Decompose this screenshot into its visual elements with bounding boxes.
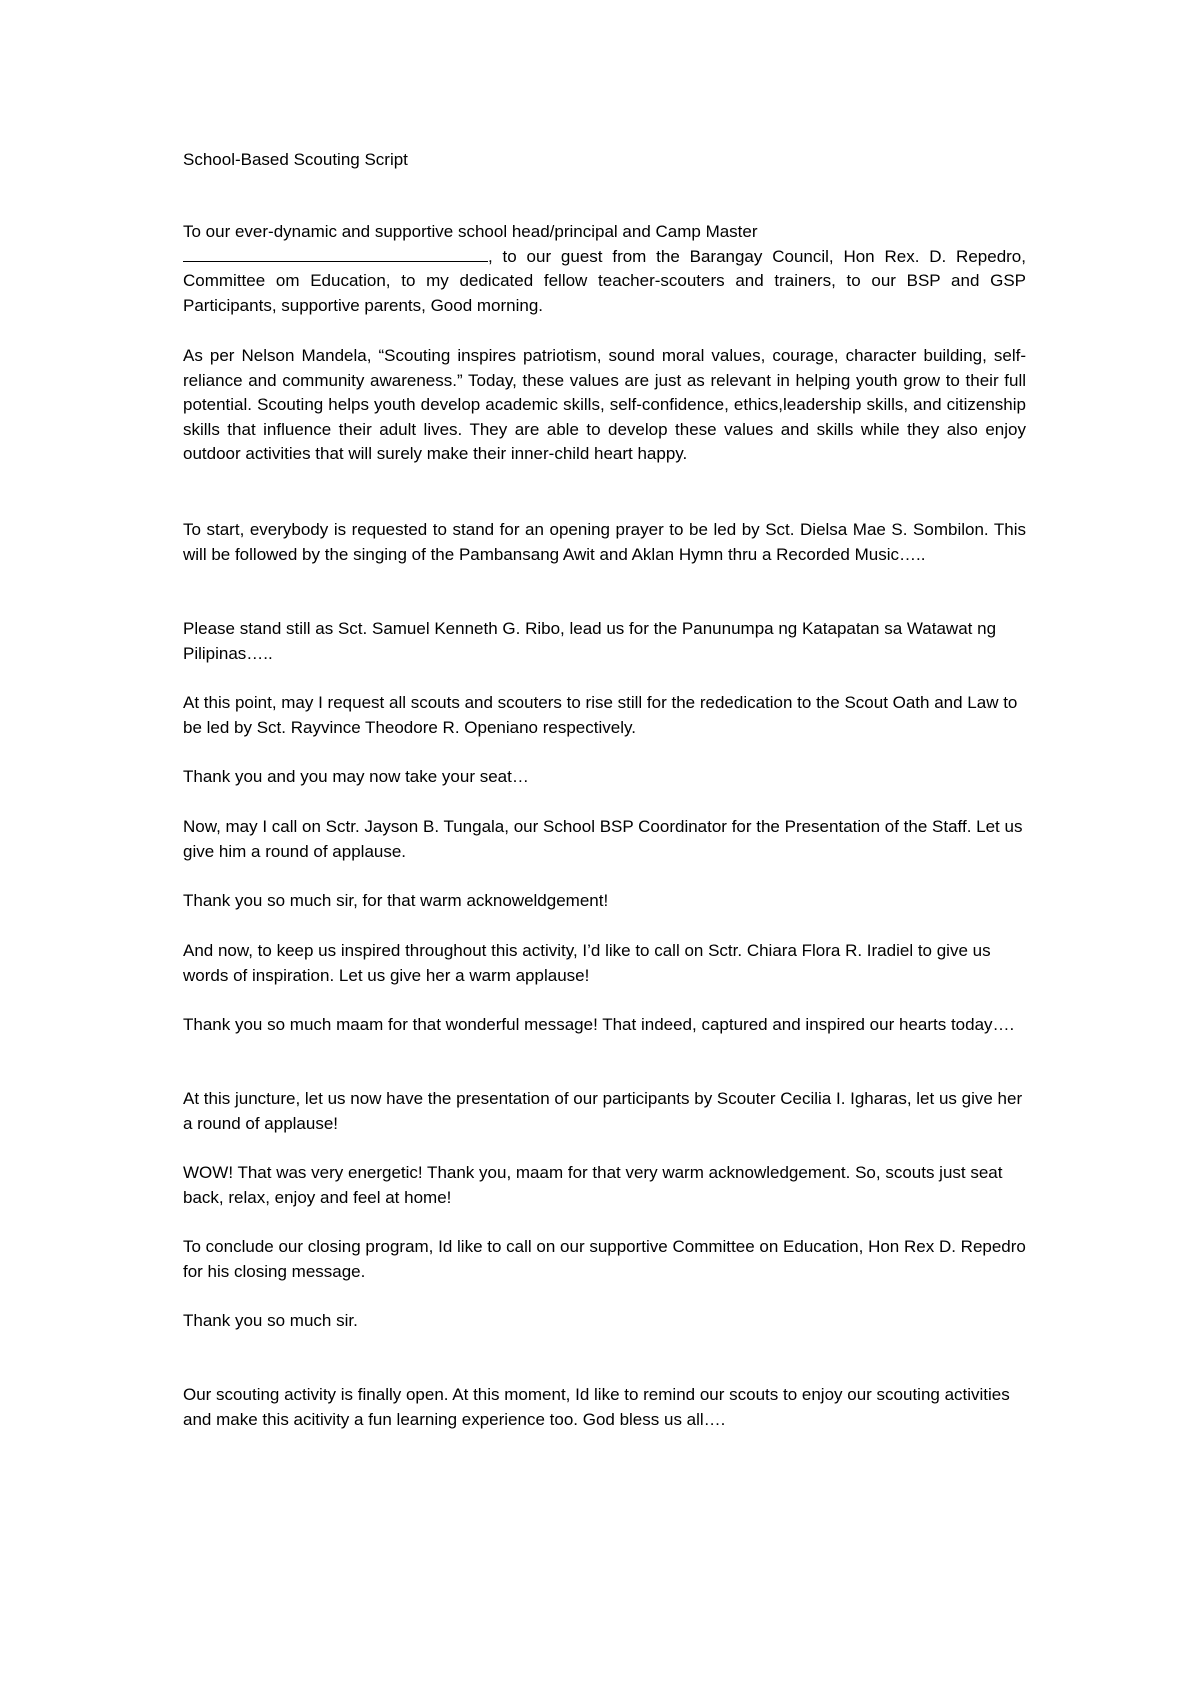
thank-you-sir-paragraph: Thank you so much sir, for that warm acknoweldgement! [183, 891, 609, 910]
scout-oath-paragraph: At this point, may I request all scouts and scouters to rise still for the rededication to the Scout Oath and Law to be led by Sct. Rayvince Theodore R. Openiano respectively. [183, 693, 1018, 737]
final-paragraph: Our scouting activity is finally open. At this moment, Id like to remind our scouts to enjoy our scouting activities and make this acitivity a fun learning experience too. God bless us all…. [183, 1385, 1010, 1429]
opening-prayer-paragraph: To start, everybody is requested to stand for an opening prayer to be led by Sct. Dielsa Mae S. Sombilon. This will be followed by the singing of the Pambansang Awit and Aklan Hymn thru a Recorded Music….. [183, 520, 1026, 564]
greeting-continuation: , to our guest from the Barangay Council, Hon Rex. D. Repedro, Committee om Education, to my dedicated fellow teacher-scouters and trainers, to our BSP and GSP Participants, supportive parents, Good morning. [183, 246, 1026, 315]
thank-you-closing-paragraph: Thank you so much sir. [183, 1311, 358, 1330]
panunumpa-paragraph: Please stand still as Sct. Samuel Kenneth G. Ribo, lead us for the Panunumpa ng Katapatan sa Watawat ng Pilipinas….. [183, 619, 997, 663]
camp-master-blank-line [183, 247, 488, 262]
staff-presentation-paragraph: Now, may I call on Sctr. Jayson B. Tungala, our School BSP Coordinator for the Presentation of the Staff. Let us give him a round of applause. [183, 817, 1023, 861]
closing-message-paragraph: To conclude our closing program, Id like to call on our supportive Committee on Education, Hon Rex D. Repedro for his closing message. [183, 1237, 1026, 1281]
greeting-paragraph [183, 220, 1026, 318]
take-seat-paragraph: Thank you and you may now take your seat… [183, 767, 529, 786]
mandela-quote-paragraph: As per Nelson Mandela, “Scouting inspires patriotism, sound moral values, courage, character building, self-reliance and community awareness.” Today, these values are just as relevant in helping youth grow to their full potential. Scouting helps youth develop academic skills, self-confidence, ethics,leadership skills, and citizenship skills that influence their adult lives. They are able to develop these values and skills while they also enjoy outdoor activities that will surely make their inner-child heart happy. [183, 346, 1026, 464]
inspiration-paragraph: And now, to keep us inspired throughout this activity, I’d like to call on Sctr. Chiara Flora R. Iradiel to give us words of inspiration. Let us give her a warm applause! [183, 941, 991, 985]
participants-paragraph: At this juncture, let us now have the presentation of our participants by Scouter Cecilia I. Igharas, let us give her a round of applause! [183, 1089, 1023, 1133]
greeting-opening: To our ever-dynamic and supportive school head/principal and Camp Master [183, 222, 758, 241]
document-title: School-Based Scouting Script [183, 150, 408, 169]
energetic-paragraph: WOW! That was very energetic! Thank you, maam for that very warm acknowledgement. So, scouts just seat back, relax, enjoy and feel at home! [183, 1163, 1003, 1207]
thank-you-maam-paragraph: Thank you so much maam for that wonderful message! That indeed, captured and inspired our hearts today…. [183, 1015, 1015, 1034]
